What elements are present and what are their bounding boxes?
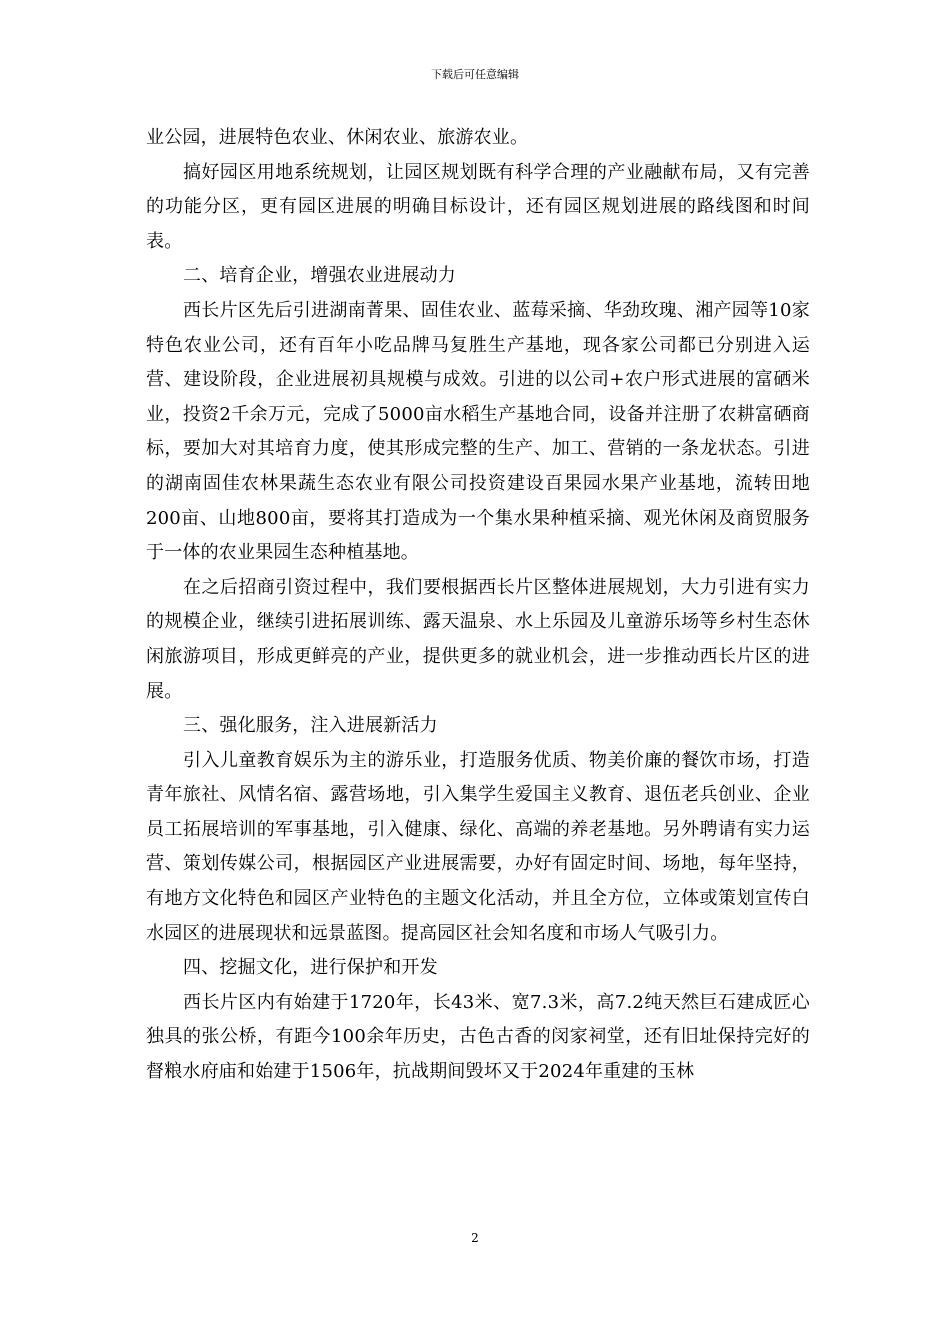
section-heading-4: 四、挖掘文化，进行保护和开发: [183, 957, 438, 979]
header-note: 下载后可任意编辑: [431, 68, 519, 81]
paragraph-enterprises: 西长片区先后引进湖南菁果、固佳农业、蓝莓采摘、华劲玫瑰、湘产园等10家特色农业公司，还有百年小吃品牌马复胜生产基地，现各家公司都已分别进入运营、建设阶段，企业进展初具规模与成效。引进的以公司+农户形式进展的富硒米业，投资2千余万元，完成了5000亩水稻生产基地合同，设备并注册了农耕富硒商标，要加大对其培育力度，使其形成完整的生产、加工、营销的一条龙状态。引进的湖南固佳农林果蔬生态农业有限公司投资建设百果园水果产业基地，流转田地200亩、山地800亩，要将其打造成为一个集水果种植采摘、观光休闲及商贸服务于一体的农业果园生态种植基地。: [146, 299, 810, 564]
paragraph-culture: 西长片区内有始建于1720年，长43米、宽7.3米，高7.2纯天然巨石建成匠心独具的张公桥，有距今100余年历史，古色古香的闵家祠堂，还有旧址保持完好的督粮水府庙和始建于1506年，抗战期间毁坏又于2024年重建的玉林: [146, 991, 810, 1083]
section-heading-2: 二、培育企业，增强农业进展动力: [183, 265, 456, 287]
page-number: 2: [471, 1231, 479, 1245]
paragraph-planning: 搞好园区用地系统规划，让园区规划既有科学合理的产业融献布局，又有完善的功能分区，更有园区进展的明确目标设计，还有园区规划进展的路线图和时间表。: [146, 161, 810, 252]
paragraph-continuation: 业公园，进展特色农业、休闲农业、旅游农业。: [146, 127, 529, 148]
paragraph-investment: 在之后招商引资过程中，我们要根据西长片区整体进展规划，大力引进有实力的规模企业，继续引进拓展训练、露天温泉、水上乐园及儿童游乐场等乡村生态休闲旅游项目，形成更鲜亮的产业，提供更多的就业机会，进一步推动西长片区的进展。: [146, 576, 810, 702]
section-heading-3: 三、强化服务，注入进展新活力: [183, 715, 438, 737]
document-body: [146, 121, 810, 1090]
paragraph-services: 引入儿童教育娱乐为主的游乐业，打造服务优质、物美价廉的餐饮市场，打造青年旅社、风情名宿、露营场地，引入集学生爱国主义教育、退伍老兵创业、企业员工拓展培训的军事基地，引入健康、绿化、高端的养老基地。另外聘请有实力运营、策划传媒公司，根据园区产业进展需要，办好有固定时间、场地，每年坚持，有地方文化特色和园区产业特色的主题文化活动，并且全方位，立体或策划宣传白水园区的进展现状和远景蓝图。提高园区社会知名度和市场人气吸引力。: [146, 749, 810, 944]
